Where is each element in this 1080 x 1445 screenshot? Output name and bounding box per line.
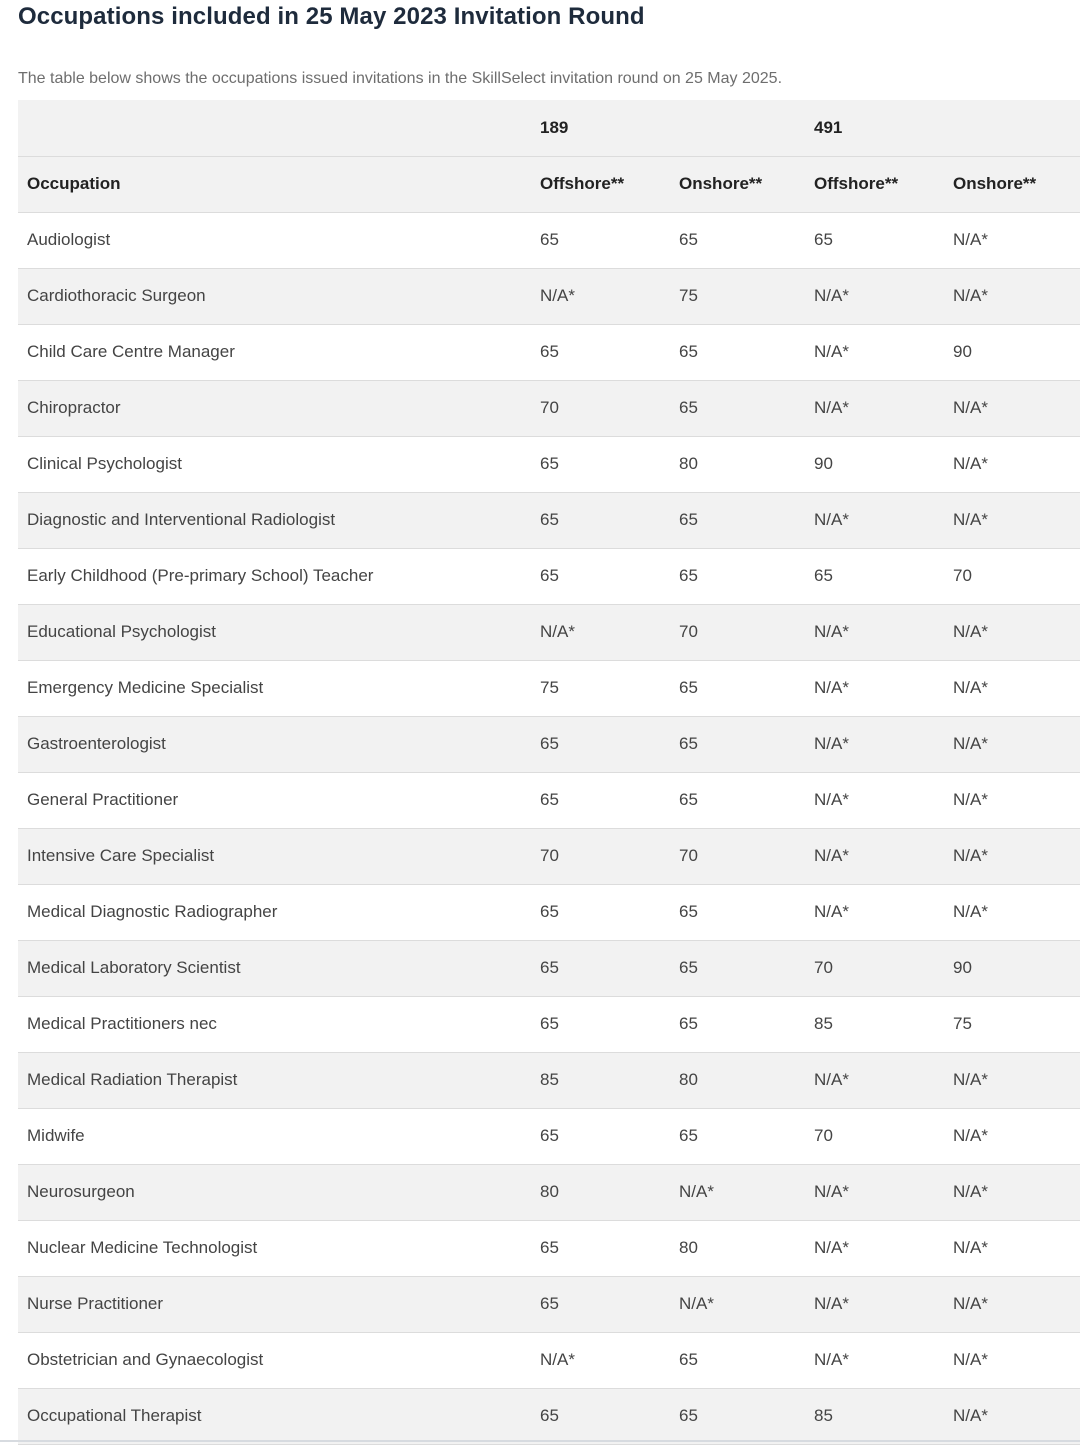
subclass-491-offshore-cell: N/A* [805,660,944,716]
subclass-189-offshore-cell: N/A* [531,268,670,324]
subclass-189-onshore-cell: 65 [670,660,805,716]
subclass-189-offshore-cell: 65 [531,996,670,1052]
subclass-491-onshore-cell: N/A* [944,660,1080,716]
subclass-491-onshore-cell: N/A* [944,716,1080,772]
page-title: Occupations included in 25 May 2023 Invitation Round [18,3,645,30]
header-blank-cell [18,100,531,156]
occupation-cell: Medical Radiation Therapist [18,1052,531,1108]
table-row [18,1108,1080,1164]
subclass-491-onshore-cell: N/A* [944,884,1080,940]
subclass-189-onshore-cell: 80 [670,1220,805,1276]
occupation-cell: Nurse Practitioner [18,1276,531,1332]
occupation-cell: Occupational Therapist [18,1388,531,1444]
subclass-491-onshore-cell: N/A* [944,1276,1080,1332]
subclass-189-onshore-cell: 65 [670,996,805,1052]
subclass-189-onshore-cell: 70 [670,604,805,660]
occupation-cell: Medical Laboratory Scientist [18,940,531,996]
subclass-491-onshore-cell: 90 [944,940,1080,996]
subclass-189-offshore-cell: 80 [531,1164,670,1220]
subclass-189-offshore-cell: 65 [531,884,670,940]
subclass-491-offshore-cell: N/A* [805,268,944,324]
table-row [18,268,1080,324]
subclass-189-offshore-cell: 70 [531,380,670,436]
subclass-189-onshore-cell: 80 [670,1052,805,1108]
subclass-189-offshore-cell: N/A* [531,1332,670,1388]
table-row [18,660,1080,716]
subclass-189-offshore-cell: 65 [531,716,670,772]
subclass-491-offshore-cell: N/A* [805,828,944,884]
subclass-189-offshore-cell: 65 [531,492,670,548]
subclass-189-offshore-cell: 65 [531,940,670,996]
visa-subclass-header-row [18,100,1080,156]
subclass-491-offshore-cell: N/A* [805,1220,944,1276]
subclass-189-onshore-cell: N/A* [670,1164,805,1220]
table-row [18,828,1080,884]
subclass-189-offshore-cell: 70 [531,828,670,884]
subclass-189-offshore-cell: 65 [531,772,670,828]
header-blank-cell [944,100,1080,156]
occupation-cell: Audiologist [18,212,531,268]
subclass-189-offshore-cell: 65 [531,1276,670,1332]
subclass-491-onshore-cell: N/A* [944,212,1080,268]
header-blank-cell [670,100,805,156]
subclass-491-offshore-cell: N/A* [805,492,944,548]
subclass-189-offshore-cell: 65 [531,324,670,380]
subclass-189-onshore-cell: 65 [670,492,805,548]
subclass-491-offshore-cell: N/A* [805,772,944,828]
header-189-offshore: Offshore** [531,156,670,212]
table-row [18,716,1080,772]
subclass-491-onshore-cell: N/A* [944,828,1080,884]
table-row [18,212,1080,268]
occupation-cell: Educational Psychologist [18,604,531,660]
occupation-cell: Early Childhood (Pre-primary School) Teacher [18,548,531,604]
table-body [18,212,1080,1444]
header-subclass-491: 491 [805,100,944,156]
occupation-cell: Intensive Care Specialist [18,828,531,884]
occupation-cell: Medical Diagnostic Radiographer [18,884,531,940]
subclass-491-offshore-cell: 65 [805,548,944,604]
occupation-cell: Child Care Centre Manager [18,324,531,380]
occupation-cell: Midwife [18,1108,531,1164]
subclass-491-offshore-cell: N/A* [805,716,944,772]
column-header-row [18,156,1080,212]
subclass-491-offshore-cell: 90 [805,436,944,492]
occupation-cell: Obstetrician and Gynaecologist [18,1332,531,1388]
subclass-189-offshore-cell: 65 [531,548,670,604]
subclass-189-offshore-cell: 65 [531,1388,670,1444]
subclass-189-offshore-cell: N/A* [531,604,670,660]
subclass-189-offshore-cell: 75 [531,660,670,716]
subclass-189-onshore-cell: 65 [670,940,805,996]
subclass-491-offshore-cell: N/A* [805,884,944,940]
subclass-189-onshore-cell: 65 [670,548,805,604]
header-491-onshore: Onshore** [944,156,1080,212]
subclass-189-onshore-cell: 65 [670,884,805,940]
table-row [18,772,1080,828]
subclass-189-offshore-cell: 65 [531,1108,670,1164]
subclass-491-onshore-cell: N/A* [944,1108,1080,1164]
table-row [18,548,1080,604]
subclass-491-offshore-cell: 70 [805,940,944,996]
occupation-cell: Medical Practitioners nec [18,996,531,1052]
table-row [18,604,1080,660]
table-row [18,1164,1080,1220]
subclass-189-offshore-cell: 85 [531,1052,670,1108]
subclass-491-offshore-cell: N/A* [805,1164,944,1220]
subclass-189-offshore-cell: 65 [531,1220,670,1276]
occupation-cell: Neurosurgeon [18,1164,531,1220]
subclass-189-onshore-cell: 65 [670,380,805,436]
subclass-491-offshore-cell: 85 [805,996,944,1052]
subclass-189-onshore-cell: 65 [670,1108,805,1164]
subclass-491-onshore-cell: 75 [944,996,1080,1052]
subclass-491-onshore-cell: N/A* [944,436,1080,492]
subclass-189-onshore-cell: 65 [670,212,805,268]
subclass-189-onshore-cell: 65 [670,772,805,828]
subclass-491-offshore-cell: N/A* [805,380,944,436]
occupations-table [18,100,1080,1445]
table-row [18,940,1080,996]
table-row [18,1388,1080,1444]
header-491-offshore: Offshore** [805,156,944,212]
subclass-491-onshore-cell: N/A* [944,1052,1080,1108]
subclass-491-onshore-cell: N/A* [944,1332,1080,1388]
header-189-onshore: Onshore** [670,156,805,212]
subclass-491-offshore-cell: N/A* [805,604,944,660]
subclass-189-offshore-cell: 65 [531,212,670,268]
subclass-491-onshore-cell: 70 [944,548,1080,604]
subclass-491-onshore-cell: N/A* [944,380,1080,436]
occupation-cell: Emergency Medicine Specialist [18,660,531,716]
subclass-189-onshore-cell: 65 [670,324,805,380]
subclass-491-offshore-cell: N/A* [805,1052,944,1108]
subclass-491-offshore-cell: N/A* [805,1332,944,1388]
occupation-cell: Cardiothoracic Surgeon [18,268,531,324]
header-occupation: Occupation [18,156,531,212]
subclass-491-onshore-cell: N/A* [944,604,1080,660]
subclass-491-onshore-cell: N/A* [944,1164,1080,1220]
intro-text: The table below shows the occupations issued invitations in the SkillSelect invitation round on 25 May 2025. [18,70,783,87]
bottom-divider [0,1440,1080,1442]
occupation-cell: Chiropractor [18,380,531,436]
subclass-491-offshore-cell: 70 [805,1108,944,1164]
subclass-491-offshore-cell: 85 [805,1388,944,1444]
table-row [18,380,1080,436]
subclass-491-onshore-cell: N/A* [944,268,1080,324]
subclass-189-onshore-cell: 80 [670,436,805,492]
header-subclass-189: 189 [531,100,670,156]
subclass-491-offshore-cell: N/A* [805,324,944,380]
subclass-491-onshore-cell: N/A* [944,492,1080,548]
occupation-cell: Clinical Psychologist [18,436,531,492]
subclass-491-onshore-cell: N/A* [944,772,1080,828]
table-row [18,1052,1080,1108]
subclass-491-offshore-cell: N/A* [805,1276,944,1332]
occupation-cell: Gastroenterologist [18,716,531,772]
table-row [18,1276,1080,1332]
subclass-491-onshore-cell: N/A* [944,1388,1080,1444]
occupation-cell: General Practitioner [18,772,531,828]
table-row [18,1220,1080,1276]
subclass-491-onshore-cell: N/A* [944,1220,1080,1276]
occupation-cell: Diagnostic and Interventional Radiologist [18,492,531,548]
table-row [18,996,1080,1052]
subclass-491-offshore-cell: 65 [805,212,944,268]
subclass-189-onshore-cell: 65 [670,716,805,772]
table-row [18,324,1080,380]
table-row [18,884,1080,940]
subclass-189-onshore-cell: 70 [670,828,805,884]
table-row [18,436,1080,492]
occupation-cell: Nuclear Medicine Technologist [18,1220,531,1276]
table-row [18,492,1080,548]
subclass-189-onshore-cell: 65 [670,1332,805,1388]
subclass-189-onshore-cell: 65 [670,1388,805,1444]
table-row [18,1332,1080,1388]
subclass-189-onshore-cell: N/A* [670,1276,805,1332]
subclass-189-offshore-cell: 65 [531,436,670,492]
subclass-189-onshore-cell: 75 [670,268,805,324]
subclass-491-onshore-cell: 90 [944,324,1080,380]
